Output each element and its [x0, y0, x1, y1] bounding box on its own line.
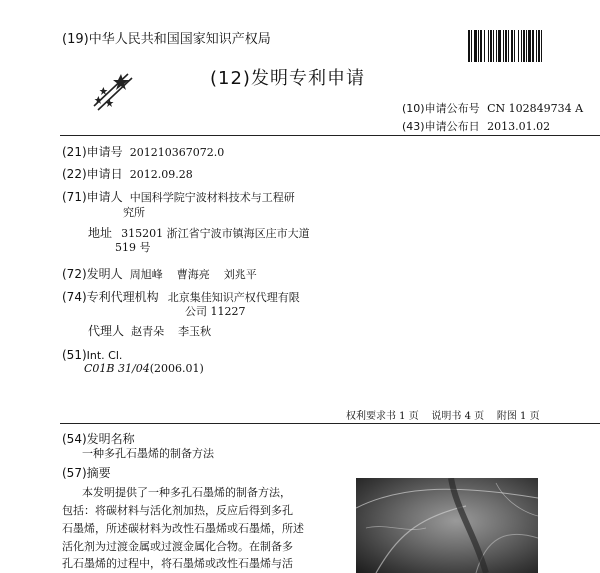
abstract-code: (57) [62, 466, 87, 480]
barcode-bar [471, 30, 472, 62]
ipc-label: Int. Cl. [86, 349, 123, 362]
abstract-line: 孔石墨烯的过程中，将石墨烯或改性石墨烯与活 [62, 557, 293, 570]
agency-code: (74) [62, 290, 87, 304]
ipc-classification [84, 362, 204, 375]
office-header [62, 28, 271, 47]
filing-date-value: 2012.09.28 [129, 168, 193, 181]
address-line1: 315201 浙江省宁波市镇海区庄市大道 [121, 227, 310, 240]
office-code: (19) [62, 32, 89, 47]
pub-no-label: 申请公布号 [424, 102, 480, 115]
applicant-code: (71) [62, 190, 87, 204]
pub-date-code: (43) [402, 120, 425, 133]
barcode-bar [505, 30, 507, 62]
inventor-label: 发明人 [86, 267, 123, 281]
barcode-bar [541, 30, 542, 62]
address-label: 地址 [88, 226, 113, 240]
app-no-code: (21) [62, 145, 87, 159]
abstract-line: 石墨烯，所述碳材料为改性石墨烯或石墨烯，所述 [62, 522, 304, 535]
agent-row [88, 320, 211, 339]
sipo-emblem-logo [88, 66, 136, 112]
app-no-value: 201210367072.0 [129, 146, 225, 159]
ipc-row [62, 344, 122, 363]
barcode-bar [468, 30, 470, 62]
agency-line2: 公司 11227 [185, 305, 246, 318]
filing-date-code: (22) [62, 167, 87, 181]
office-name: 中华人民共和国国家知识产权局 [88, 32, 271, 47]
barcode-bar [493, 30, 494, 62]
inventor-row [62, 263, 257, 282]
barcode-bar [474, 30, 477, 62]
ipc-code: (51) [62, 348, 87, 362]
ipc-class: C01B 31/04 [84, 362, 150, 375]
barcode-bar [514, 30, 515, 62]
applicant-row [62, 186, 295, 205]
barcode-bar [490, 30, 492, 62]
app-no-label: 申请号 [86, 145, 123, 159]
barcode-bar [526, 30, 527, 62]
filing-date-label: 申请日 [86, 167, 123, 181]
abstract-line: 本发明提供了一种多孔石墨烯的制备方法， [82, 486, 291, 499]
pub-date-value: 2013.01.02 [487, 120, 551, 133]
barcode-bar [478, 30, 479, 62]
invention-title: 一种多孔石墨烯的制备方法 [82, 447, 214, 460]
barcode-bar [503, 30, 504, 62]
barcode-bar [484, 30, 485, 62]
ipc-version: (2006.01) [149, 362, 204, 375]
barcode-bar [518, 30, 519, 62]
barcode-bar [521, 30, 522, 62]
barcode-bar [496, 30, 497, 62]
applicant-label: 申请人 [86, 190, 123, 204]
abstract-heading [62, 462, 111, 481]
agency-row [62, 286, 300, 305]
barcode [468, 30, 566, 62]
header-divider [60, 135, 600, 136]
pub-date-label: 申请公布日 [424, 120, 480, 133]
barcode-bar [528, 30, 531, 62]
agents: 赵青朵 李玉秋 [131, 325, 212, 338]
pages-info: 权利要求书 1 页 说明书 4 页 附图 1 页 [346, 411, 540, 422]
document-type-title [210, 64, 365, 90]
agent-label: 代理人 [88, 324, 125, 338]
title-label: 发明名称 [86, 432, 135, 446]
doc-type: 发明专利申请 [250, 68, 365, 89]
biblio-divider [60, 423, 600, 424]
publication-number [402, 100, 583, 116]
publication-date [402, 118, 550, 134]
abstract-line: 活化剂为过渡金属或过渡金属化合物。在制备多 [62, 540, 293, 553]
applicant-line1: 中国科学院宁波材料技术与工程研 [129, 191, 295, 204]
inventors: 周旭峰 曹海亮 刘兆平 [129, 268, 257, 281]
abstract-line: 包括：将碳材料与活化剂加热，反应后得到多孔 [62, 504, 293, 517]
micrograph-texture [356, 478, 538, 573]
barcode-bar [511, 30, 513, 62]
pub-no-code: (10) [402, 102, 425, 115]
agency-line1: 北京集佳知识产权代理有限 [167, 291, 300, 304]
agency-label: 专利代理机构 [86, 290, 159, 304]
barcode-bar [498, 30, 501, 62]
address-line2: 519 号 [115, 241, 151, 254]
applicant-line2: 究所 [123, 206, 145, 219]
barcode-bar [536, 30, 537, 62]
barcode-bar [508, 30, 509, 62]
title-code: (54) [62, 432, 87, 446]
barcode-bar [480, 30, 482, 62]
barcode-bar [532, 30, 534, 62]
barcode-bar [488, 30, 489, 62]
doc-type-code: (12) [210, 68, 251, 89]
application-number-row [62, 141, 224, 160]
abstract-label: 摘要 [86, 466, 111, 480]
abstract-figure-micrograph [356, 478, 538, 573]
barcode-bar [523, 30, 525, 62]
pub-no-value: CN 102849734 A [487, 102, 584, 115]
filing-date-row [62, 163, 193, 182]
inventor-code: (72) [62, 267, 87, 281]
barcode-bar [538, 30, 540, 62]
